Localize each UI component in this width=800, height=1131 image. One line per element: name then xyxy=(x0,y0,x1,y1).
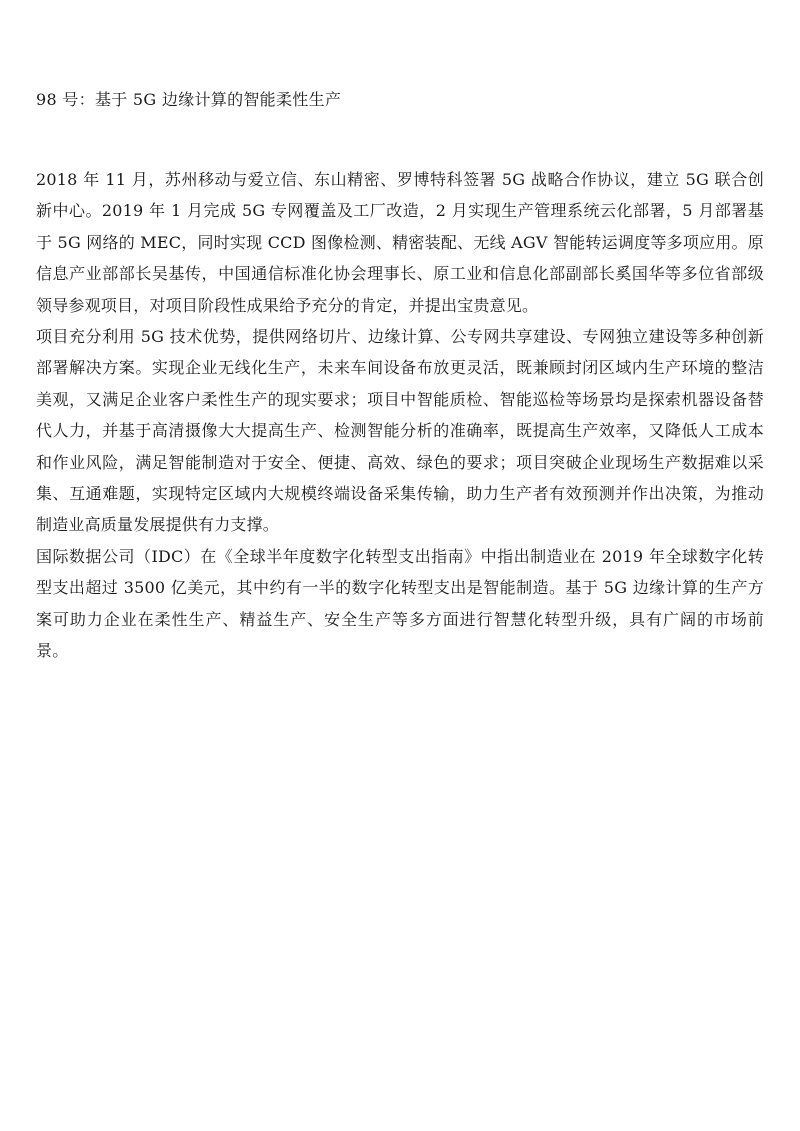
paragraph-market-outlook: 国际数据公司（IDC）在《全球半年度数字化转型支出指南》中指出制造业在 2019 年全球数字化转型支出超过 3500 亿美元，其中约有一半的数字化转型支出是智能制造。基于 5G 边缘计算的生产方案可助力企业在柔性生产、精益生产、安全生产等多方面进行智慧化转型升级，具有广阔的市场前景。 xyxy=(36,546,764,661)
paragraph-project-highlights: 项目充分利用 5G 技术优势，提供网络切片、边缘计算、公专网共享建设、专网独立建设等多种创新部署解决方案。实现企业无线化生产，未来车间设备布放更灵活，既兼顾封闭区域内生产环境的整洁美观，又满足企业客户柔性生产的现实要求；项目中智能质检、智能巡检等场景均是探索机器设备替代人力，并基于高清摄像大大提高生产、检测智能分析的准确率，既提高生产效率，又降低人工成本和作业风险，满足智能制造对于安全、便捷、高效、绿色的要求；项目突破企业现场生产数据难以采集、互通难题，实现特定区域内大规模终端设备采集传输，助力生产者有效预测并作出决策，为推动制造业高质量发展提供有力支撑。 xyxy=(36,327,764,535)
document-body xyxy=(36,164,764,667)
paragraph-project-background: 2018 年 11 月，苏州移动与爱立信、东山精密、罗博特科签署 5G 战略合作协议，建立 5G 联合创新中心。2019 年 1 月完成 5G 专网覆盖及工厂改造，2 月实现生产管理系统云化部署，5 月部署基于 5G 网络的 MEC，同时实现 CCD 图像检测、精密装配、无线 AGV 智能转运调度等多项应用。原信息产业部部长吴基传，中国通信标准化协会理事长、原工业和信息化部副部长奚国华等多位省部级领导参观项目，对项目阶段性成果给予充分的肯定，并提出宝贵意见。 xyxy=(36,170,764,315)
case-title: 98 号：基于 5G 边缘计算的智能柔性生产 xyxy=(36,90,342,109)
